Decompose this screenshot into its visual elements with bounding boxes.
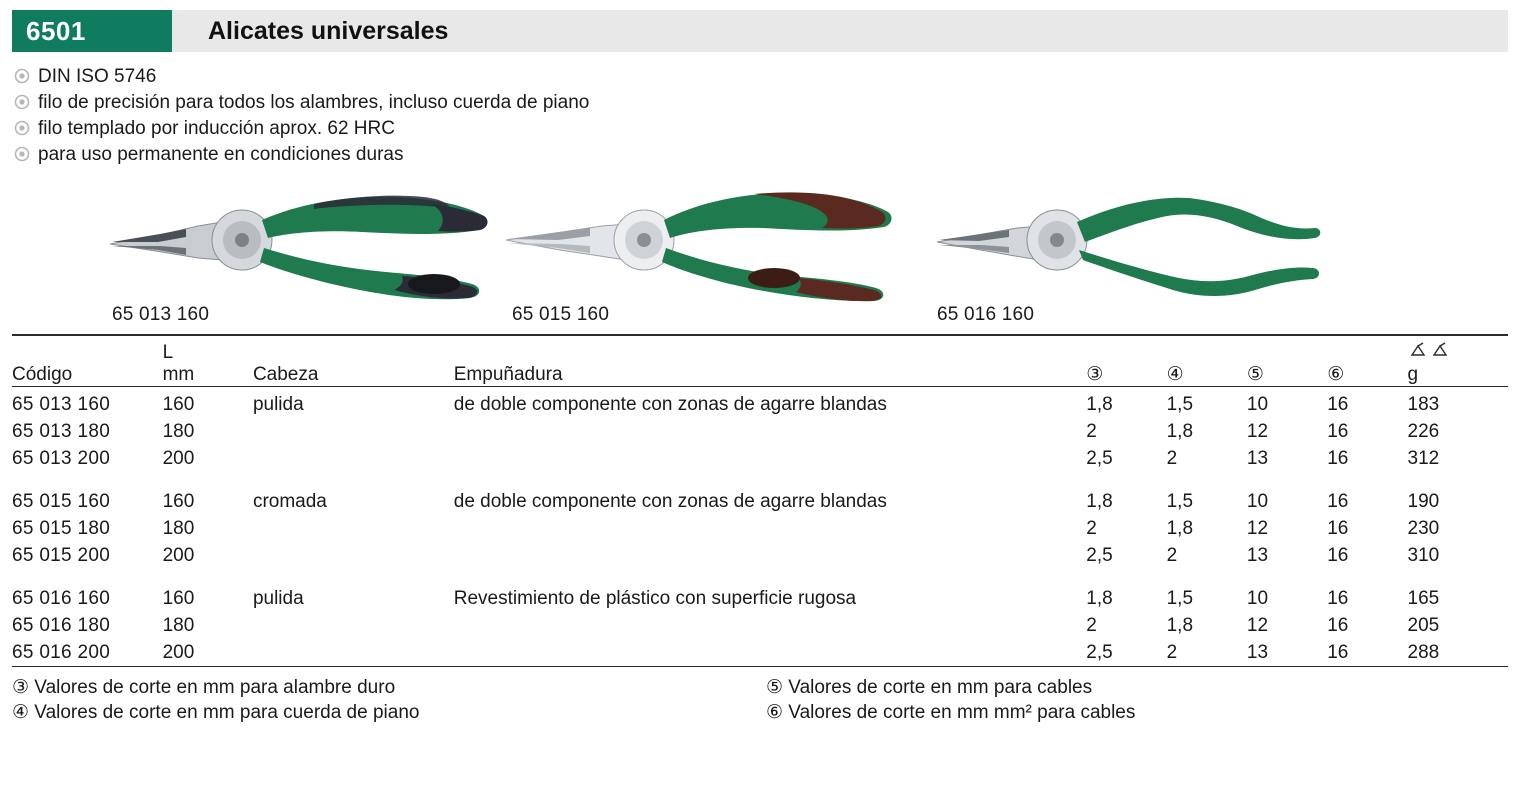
cell-n5: 13: [1246, 642, 1269, 663]
cell-weight: 183: [1407, 394, 1440, 415]
cell-n6: 16: [1327, 615, 1349, 636]
cell-code: 65 016 180: [12, 615, 111, 636]
cell-code: 65 015 200: [12, 545, 111, 566]
table-row[interactable]: [12, 612, 1508, 639]
footnote-item: ③ Valores de corte en mm para alambre duro: [12, 677, 396, 698]
col-header-note3: ③: [1086, 364, 1104, 385]
feature-item: [14, 64, 1508, 90]
cell-weight: 312: [1407, 448, 1440, 469]
cell-grip: de doble componente con zonas de agarre blandas: [453, 491, 887, 512]
cell-grip: [454, 515, 1087, 542]
cell-n5: 10: [1246, 491, 1269, 512]
table-row[interactable]: [12, 542, 1508, 569]
cell-length: 160: [162, 394, 195, 415]
page-title: Alicates universales: [208, 16, 449, 45]
cell-n4: 2: [1166, 642, 1178, 663]
cell-code: 65 013 200: [12, 448, 111, 469]
table-row[interactable]: [12, 639, 1508, 667]
cell-grip: [454, 445, 1087, 472]
table-row[interactable]: [12, 569, 1508, 612]
cell-grip: [454, 639, 1087, 667]
cell-head: pulida: [252, 588, 304, 609]
cell-n4: 1,8: [1166, 615, 1194, 636]
cell-head: pulida: [252, 394, 304, 415]
product-caption: 65 016 160: [937, 304, 1035, 325]
col-header-head: Cabeza: [252, 364, 319, 385]
cell-n3: 2: [1086, 615, 1097, 636]
page-header: [12, 10, 1508, 52]
cell-n3: 1,8: [1086, 394, 1113, 415]
col-header-length-symbol: L: [162, 342, 174, 363]
cell-n6: 16: [1327, 394, 1349, 415]
cell-n4: 1,5: [1166, 394, 1194, 415]
page-title-band: [172, 10, 1508, 52]
cell-n3: 2,5: [1086, 642, 1113, 663]
cell-code: 65 015 180: [12, 518, 111, 539]
cell-length: 180: [162, 518, 195, 539]
cell-n3: 1,8: [1086, 588, 1113, 609]
scale-icon: [1408, 342, 1452, 364]
cell-n6: 16: [1327, 448, 1349, 469]
bullet-dot-icon: [14, 94, 30, 110]
cell-n5: 12: [1246, 421, 1269, 442]
cell-code: 65 016 200: [12, 642, 111, 663]
cell-head: [253, 515, 454, 542]
bullet-dot-icon: [14, 120, 30, 136]
col-header-weight-unit: g: [1407, 364, 1419, 385]
col-header-grip: Empuñadura: [453, 364, 563, 385]
product-image-row: [12, 182, 1508, 332]
cell-n3: 1,8: [1086, 491, 1113, 512]
cell-n3: 2: [1086, 421, 1097, 442]
cell-length: 200: [162, 448, 195, 469]
bullet-dot-icon: [14, 146, 30, 162]
table-row[interactable]: [12, 391, 1508, 418]
table-row[interactable]: [12, 418, 1508, 445]
cell-n3: 2,5: [1086, 545, 1113, 566]
cell-length: 200: [162, 642, 195, 663]
feature-text: DIN ISO 5746: [38, 66, 157, 87]
cell-n5: 13: [1246, 448, 1269, 469]
cell-head: cromada: [252, 491, 327, 512]
cell-head: [253, 445, 454, 472]
product-caption: 65 015 160: [512, 304, 610, 325]
cell-grip: Revestimiento de plástico con superficie rugosa: [453, 588, 857, 609]
cell-code: 65 013 180: [12, 421, 111, 442]
cell-head: [253, 418, 454, 445]
cell-n4: 1,8: [1166, 421, 1194, 442]
bullet-dot-icon: [14, 68, 30, 84]
cell-n5: 13: [1246, 545, 1269, 566]
footnote-item: ④ Valores de corte en mm para cuerda de piano: [12, 702, 420, 723]
feature-item: [14, 90, 1508, 116]
footnotes-left-column: [12, 675, 754, 725]
cell-n6: 16: [1327, 545, 1349, 566]
catalog-page: [0, 10, 1520, 789]
cell-n4: 2: [1166, 545, 1178, 566]
footnotes-right-column: [754, 675, 1508, 725]
cell-length: 160: [162, 588, 195, 609]
product-image-65016160: [927, 182, 1347, 302]
col-header-note4: ④: [1166, 364, 1184, 385]
col-header-note5: ⑤: [1246, 364, 1264, 385]
cell-weight: 165: [1407, 588, 1440, 609]
product-group-code: 6501: [12, 10, 172, 52]
product-caption: 65 013 160: [112, 304, 210, 325]
cell-n4: 1,5: [1166, 588, 1194, 609]
cell-n6: 16: [1327, 642, 1349, 663]
cell-head: [253, 612, 454, 639]
table-row[interactable]: [12, 445, 1508, 472]
table-header: [12, 335, 1508, 391]
cell-n5: 10: [1246, 394, 1269, 415]
cell-code: 65 013 160: [12, 394, 111, 415]
cell-weight: 226: [1407, 421, 1440, 442]
cell-head: [253, 542, 454, 569]
cell-n5: 10: [1246, 588, 1269, 609]
cell-n6: 16: [1327, 421, 1349, 442]
feature-text: filo de precisión para todos los alambres, incluso cuerda de piano: [38, 92, 590, 113]
col-header-length-unit: mm: [162, 364, 195, 385]
specification-table: [12, 334, 1508, 671]
product-image-65015160: [502, 182, 922, 302]
cell-n6: 16: [1327, 518, 1349, 539]
cell-n6: 16: [1327, 491, 1349, 512]
cell-n5: 12: [1246, 615, 1269, 636]
cell-n5: 12: [1246, 518, 1269, 539]
cell-grip: [454, 612, 1087, 639]
cell-n3: 2: [1086, 518, 1097, 539]
cell-head: [253, 639, 454, 667]
cell-n4: 1,8: [1166, 518, 1194, 539]
cell-n4: 1,5: [1166, 491, 1194, 512]
cell-grip: de doble componente con zonas de agarre blandas: [453, 394, 887, 415]
footnote-item: ⑤ Valores de corte en mm para cables: [766, 677, 1093, 698]
product-image-65013160: [102, 182, 522, 302]
footnotes: [12, 675, 1508, 725]
cell-code: 65 015 160: [12, 491, 111, 512]
cell-length: 160: [162, 491, 195, 512]
footnote-item: ⑥ Valores de corte en mm mm² para cables: [766, 702, 1136, 723]
cell-code: 65 016 160: [12, 588, 111, 609]
cell-n4: 2: [1166, 448, 1178, 469]
cell-grip: [454, 542, 1087, 569]
feature-item: [14, 116, 1508, 142]
col-header-note6: ⑥: [1327, 364, 1345, 385]
cell-length: 180: [162, 421, 195, 442]
table-row[interactable]: [12, 515, 1508, 542]
table-body: [12, 391, 1508, 671]
cell-grip: [454, 418, 1087, 445]
feature-text: para uso permanente en condiciones duras: [38, 144, 404, 165]
table-row[interactable]: [12, 472, 1508, 515]
col-header-code: Código: [12, 364, 73, 385]
col-header-length: [163, 342, 253, 387]
cell-length: 180: [162, 615, 195, 636]
cell-n6: 16: [1327, 588, 1349, 609]
feature-item: [14, 142, 1508, 168]
cell-weight: 310: [1407, 545, 1440, 566]
cell-length: 200: [162, 545, 195, 566]
cell-weight: 288: [1407, 642, 1440, 663]
feature-list: [12, 64, 1508, 168]
col-header-weight: [1408, 342, 1508, 387]
cell-weight: 230: [1407, 518, 1440, 539]
feature-text: filo templado por inducción aprox. 62 HRC: [38, 118, 395, 139]
cell-n3: 2,5: [1086, 448, 1113, 469]
cell-weight: 190: [1407, 491, 1440, 512]
cell-weight: 205: [1407, 615, 1440, 636]
specification-table-wrap: [12, 334, 1508, 671]
